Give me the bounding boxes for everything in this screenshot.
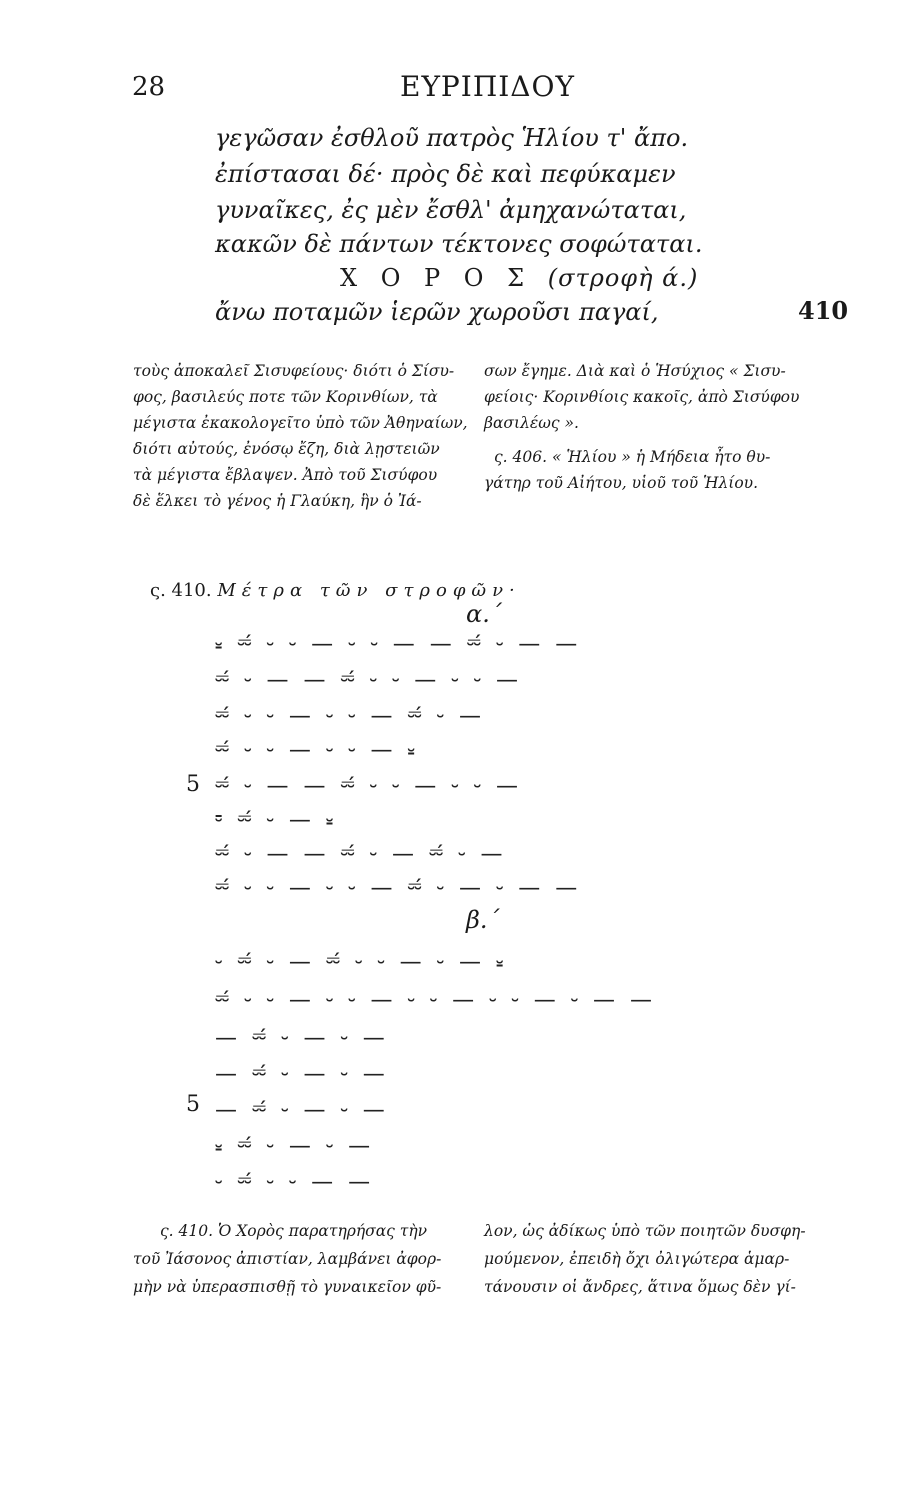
chorus-label: Χ Ο Ρ Ο Σ bbox=[340, 264, 533, 292]
chorus-strophe: (στροφὴ ά.) bbox=[547, 264, 699, 292]
note-line: μὴν νὰ ὑπερασπισθῇ τὸ γυναικεῖον φῦ- bbox=[133, 1278, 442, 1296]
scansion-line: — ⏔́ ⏑ — ⏑ — bbox=[215, 1026, 389, 1051]
scansion-line: ⏔́ ⏑ — — ⏔́ ⏑ ⏑ — ⏑ ⏑ — bbox=[215, 668, 522, 693]
verse-line: ἄνω ποταμῶν ἱερῶν χωροῦσι παγαί, bbox=[215, 298, 659, 326]
scansion-line: ⏔́ ⏑ ⏑ — ⏑ ⏑ — ⏔́ ⏑ — bbox=[215, 704, 485, 729]
note-line: λον, ὡς ἀδίκως ὑπὸ τῶν ποιητῶν δυσφη- bbox=[484, 1222, 806, 1240]
note-line: βασιλέως ». bbox=[484, 414, 579, 432]
scansion-line: ⏔́ ⏑ ⏑ — ⏑ ⏑ — ⏔́ ⏑ — ⏑ — — bbox=[215, 876, 582, 901]
note-line: δὲ ἕλκει τὸ γένος ἡ Γλαύκη, ἣν ὁ Ἰά- bbox=[133, 492, 422, 510]
running-title: ΕΥΡΙΠΙΔΟΥ bbox=[400, 70, 575, 103]
scansion-line: ⏒ ⏔́ ⏑ — ⏓ bbox=[215, 808, 338, 833]
scansion-line: ⏑ ⏔́ ⏑ — ⏔́ ⏑ ⏑ — ⏑ — ⏓ bbox=[215, 950, 508, 975]
note-line: γάτηρ τοῦ Αἰήτου, υἱοῦ τοῦ Ἡλίου. bbox=[484, 474, 759, 492]
note-line: φος, βασιλεύς ποτε τῶν Κορινθίων, τὰ bbox=[133, 388, 438, 406]
note-line: τοὺς ἀποκαλεῖ Σισυφείους· διότι ὁ Σίσυ- bbox=[133, 362, 455, 380]
scansion-line: ⏔́ ⏑ — — ⏔́ ⏑ — ⏔́ ⏑ — bbox=[215, 842, 507, 867]
note-line: φείοις· Κορινθίοις κακοῖς, ἀπὸ Σισύφου bbox=[484, 388, 800, 406]
strophe-b-label: β.´ bbox=[466, 906, 500, 934]
metra-heading-text: Μέτρα τῶν στροφῶν· bbox=[217, 580, 521, 601]
scansion-line: ⏔́ ⏑ ⏑ — ⏑ ⏑ — ⏑ ⏑ — ⏑ ⏑ — ⏑ — — bbox=[215, 988, 657, 1013]
scansion-line: ⏓ ⏔́ ⏑ — ⏑ — bbox=[215, 1134, 375, 1159]
chorus-heading bbox=[340, 264, 698, 292]
scansion-line: ⏑ ⏔́ ⏑ ⏑ — — bbox=[215, 1170, 375, 1195]
note-line: μούμενον, ἐπειδὴ ὄχι ὀλιγώτερα ἁμαρ- bbox=[484, 1250, 790, 1268]
note-line: μέγιστα ἐκακολογεῖτο ὑπὸ τῶν Ἀθηναίων, bbox=[133, 414, 468, 432]
verse-line: κακῶν δὲ πάντων τέκτονες σοφώταται. bbox=[215, 230, 703, 258]
verse-line: ἐπίστασαι δέ· πρὸς δὲ καὶ πεφύκαμεν bbox=[215, 160, 676, 188]
metra-heading-prefix: ς. 410. bbox=[150, 580, 212, 601]
note-line: διότι αὐτούς, ἐνόσῳ ἔζη, διὰ λῃστειῶν bbox=[133, 440, 440, 458]
note-line: τάνουσιν οἱ ἄνδρες, ἅτινα ὅμως δὲν γί- bbox=[484, 1278, 796, 1296]
scansion-line: — ⏔́ ⏑ — ⏑ — bbox=[215, 1098, 389, 1123]
scansion-line: — ⏔́ ⏑ — ⏑ — bbox=[215, 1062, 389, 1087]
note-line: ς. 406. « Ἡλίου » ἡ Μήδεια ἦτο θυ- bbox=[494, 448, 771, 466]
line-number: 410 bbox=[798, 296, 849, 325]
note-line: τοῦ Ἰάσονος ἀπιστίαν, λαμβάνει ἀφορ- bbox=[133, 1250, 442, 1268]
page-number: 28 bbox=[132, 72, 166, 102]
note-line: σων ἔγημε. Διὰ καὶ ὁ Ἡσύχιος « Σισυ- bbox=[484, 362, 786, 380]
note-line: ς. 410. Ὁ Χορὸς παρατηρήσας τὴν bbox=[160, 1222, 428, 1240]
verse-line: γεγῶσαν ἐσθλοῦ πατρὸς Ἡλίου τ' ἄπο. bbox=[215, 124, 689, 152]
strophe-a-label: α.´ bbox=[466, 600, 502, 628]
scansion-line: ⏔́ ⏑ — — ⏔́ ⏑ ⏑ — ⏑ ⏑ — bbox=[215, 774, 522, 799]
scansion-line: ⏓ ⏔́ ⏑ ⏑ — ⏑ ⏑ — — ⏔́ ⏑ — — bbox=[215, 632, 582, 657]
scansion-line-number: 5 bbox=[186, 1092, 200, 1117]
verse-line: γυναῖκες, ἐς μὲν ἔσθλ' ἀμηχανώταται, bbox=[215, 196, 687, 224]
metra-heading bbox=[150, 580, 521, 601]
scansion-line: ⏔́ ⏑ ⏑ — ⏑ ⏑ — ⏓ bbox=[215, 738, 419, 763]
scansion-line-number: 5 bbox=[186, 772, 200, 797]
note-line: τὰ μέγιστα ἔβλαψεν. Ἀπὸ τοῦ Σισύφου bbox=[133, 466, 438, 484]
